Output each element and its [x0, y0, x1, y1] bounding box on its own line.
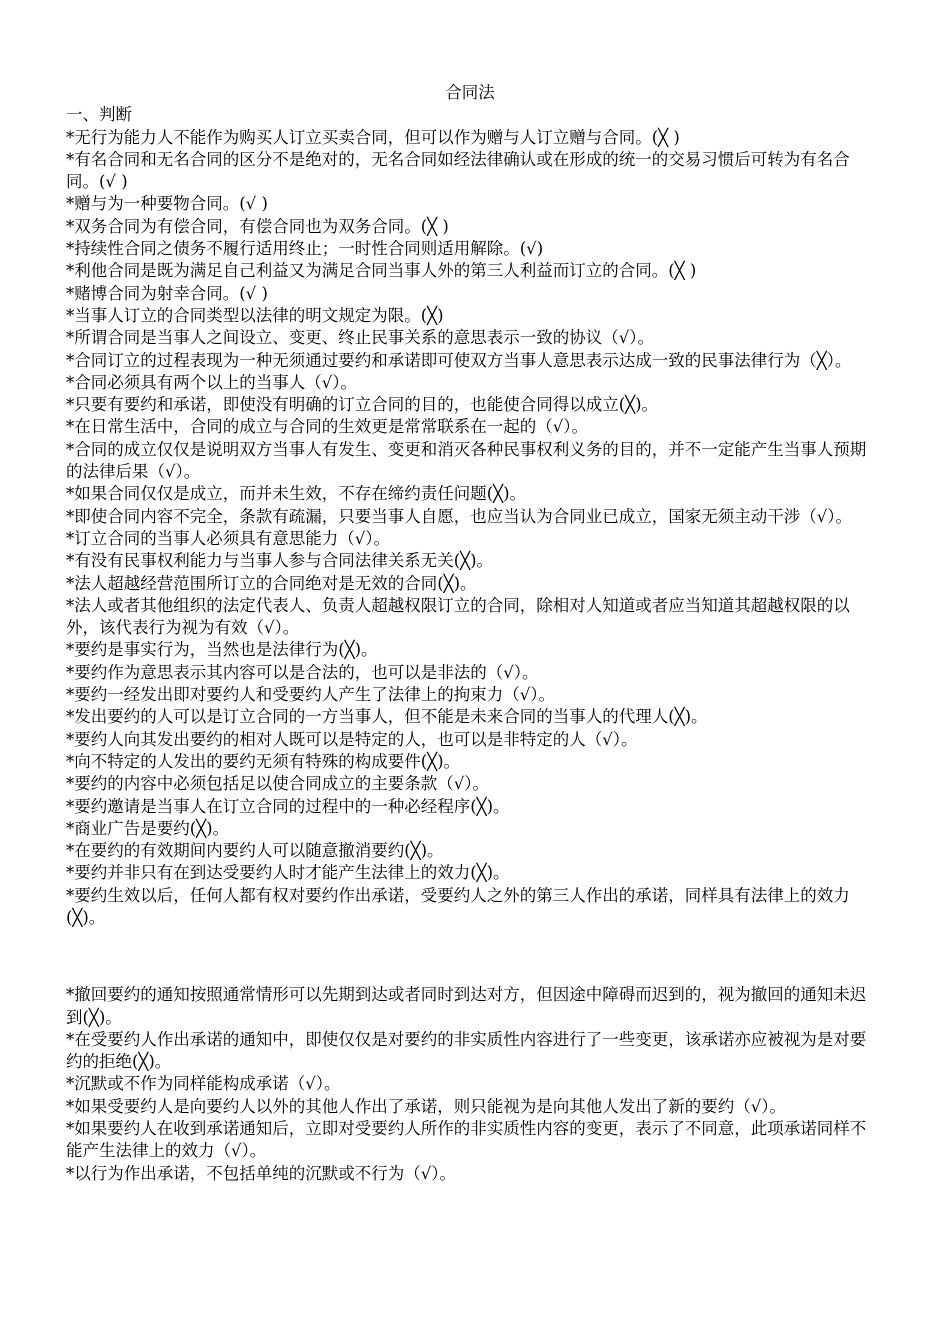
list-item: *要约是事实行为，当然也是法律行为(╳)。	[66, 640, 378, 660]
list-item: *发出要约的人可以是订立合同的一方当事人，但不能是未来合同的当事人的代理人(╳)。	[66, 707, 708, 727]
list-item: *无行为能力人不能作为购买人订立买卖合同，但可以作为赠与人订立赠与合同。(╳ )	[66, 127, 680, 147]
list-item: *如果合同仅仅是成立，而并未生效，不存在缔约责任问题(╳)。	[66, 484, 527, 504]
list-item: *向不特定的人发出的要约无须有特殊的构成要件(╳)。	[66, 751, 461, 771]
page-gap	[66, 929, 874, 984]
list-item: *合同的成立仅仅是说明双方当事人有发生、变更和消灭各种民事权利义务的目的，并不一定能产生当事人预期的法律后果（√）。	[66, 439, 867, 482]
list-item: *要约并非只有在到达受要约人时才能产生法律上的效力(╳)。	[66, 863, 510, 883]
list-item: *有名合同和无名合同的区分不是绝对的，无名合同如经法律确认或在形成的统一的交易习惯后可转为有名合同。(√ )	[66, 149, 850, 192]
list-item: *有没有民事权利能力与当事人参与合同法律关系无关(╳)。	[66, 551, 494, 571]
list-item: *订立合同的当事人必须具有意思能力（√）。	[66, 528, 391, 548]
list-item: *撤回要约的通知按照通常情形可以先期到达或者同时到达对方，但因途中障碍而迟到的，视为撤回的通知未迟到(╳)。	[66, 985, 867, 1027]
list-item: *合同订立的过程表现为一种无须通过要约和承诺即可使双方当事人意思表示达成一致的民事法律行为（╳）。	[66, 350, 852, 370]
list-item: *在日常生活中，合同的成立与合同的生效更是常常联系在一起的（√）。	[66, 417, 589, 437]
list-item: *双务合同为有偿合同，有偿合同也为双务合同。(╳ )	[66, 216, 449, 236]
list-item: *所谓合同是当事人之间设立、变更、终止民事关系的意思表示一致的协议（√）。	[66, 328, 655, 348]
list-item: *法人超越经营范围所订立的合同绝对是无效的合同(╳)。	[66, 573, 477, 593]
list-item: *利他合同是既为满足自己利益又为满足合同当事人外的第三人利益而订立的合同。(╳ )	[66, 261, 697, 281]
list-item: *在要约的有效期间内要约人可以随意撤消要约(╳)。	[66, 841, 444, 861]
section-heading: 一、判断	[66, 105, 132, 125]
list-item: *要约邀请是当事人在订立合同的过程中的一种必经程序(╳)。	[66, 796, 510, 816]
document-page	[66, 82, 874, 1185]
list-item: *持续性合同之债务不履行适用终止；一时性合同则适用解除。(√)	[66, 239, 544, 259]
list-item: *要约作为意思表示其内容可以是合法的，也可以是非法的（√）。	[66, 662, 539, 682]
list-item: *以行为作出承诺，不包括单纯的沉默或不行为（√）。	[66, 1163, 457, 1183]
list-item: *要约一经发出即对要约人和受要约人产生了法律上的拘束力（√）。	[66, 685, 556, 705]
list-item: *赠与为一种要物合同。(√ )	[66, 194, 268, 214]
list-item: *只要有要约和承诺，即使没有明确的订立合同的目的，也能使合同得以成立(╳)。	[66, 395, 659, 415]
list-item: *要约人向其发出要约的相对人既可以是特定的人，也可以是非特定的人（√）。	[66, 729, 638, 749]
list-item: *如果要约人在收到承诺通知后，立即对受要约人所作的非实质性内容的变更，表示了不同意，此项承诺同样不能产生法律上的效力（√）。	[66, 1119, 867, 1161]
list-item: *赌博合同为射幸合同。(√ )	[66, 283, 268, 303]
list-item: *要约的内容中必须包括足以使合同成立的主要条款（√）。	[66, 774, 490, 794]
list-item: *在受要约人作出承诺的通知中，即使仅仅是对要约的非实质性内容进行了一些变更，该承诺亦应被视为是对要约的拒绝(╳)。	[66, 1029, 867, 1072]
list-item: *法人或者其他组织的法定代表人、负责人超越权限订立的合同，除相对人知道或者应当知道其超越权限的以外，该代表行为视为有效（√）。	[66, 595, 850, 638]
list-item: *即使合同内容不完全，条款有疏漏，只要当事人自愿，也应当认为合同业已成立，国家无须主动干涉（√）。	[66, 506, 853, 526]
list-item: *如果受要约人是向要约人以外的其他人作出了承诺，则只能视为是向其他人发出了新的要约（√）。	[66, 1096, 787, 1116]
list-item: *合同必须具有两个以上的当事人（√）。	[66, 372, 358, 392]
document-title: 合同法	[445, 83, 495, 102]
judgment-list-1	[66, 127, 874, 930]
judgment-list-2	[66, 984, 874, 1185]
list-item: *当事人订立的合同类型以法律的明文规定为限。(╳)	[66, 305, 444, 325]
list-item: *商业广告是要约(╳)。	[66, 818, 230, 838]
list-item: *要约生效以后，任何人都有权对要约作出承诺，受要约人之外的第三人作出的承诺，同样具有法律上的效力(╳)。	[66, 885, 850, 927]
list-item: *沉默或不作为同样能构成承诺（√）。	[66, 1074, 341, 1094]
